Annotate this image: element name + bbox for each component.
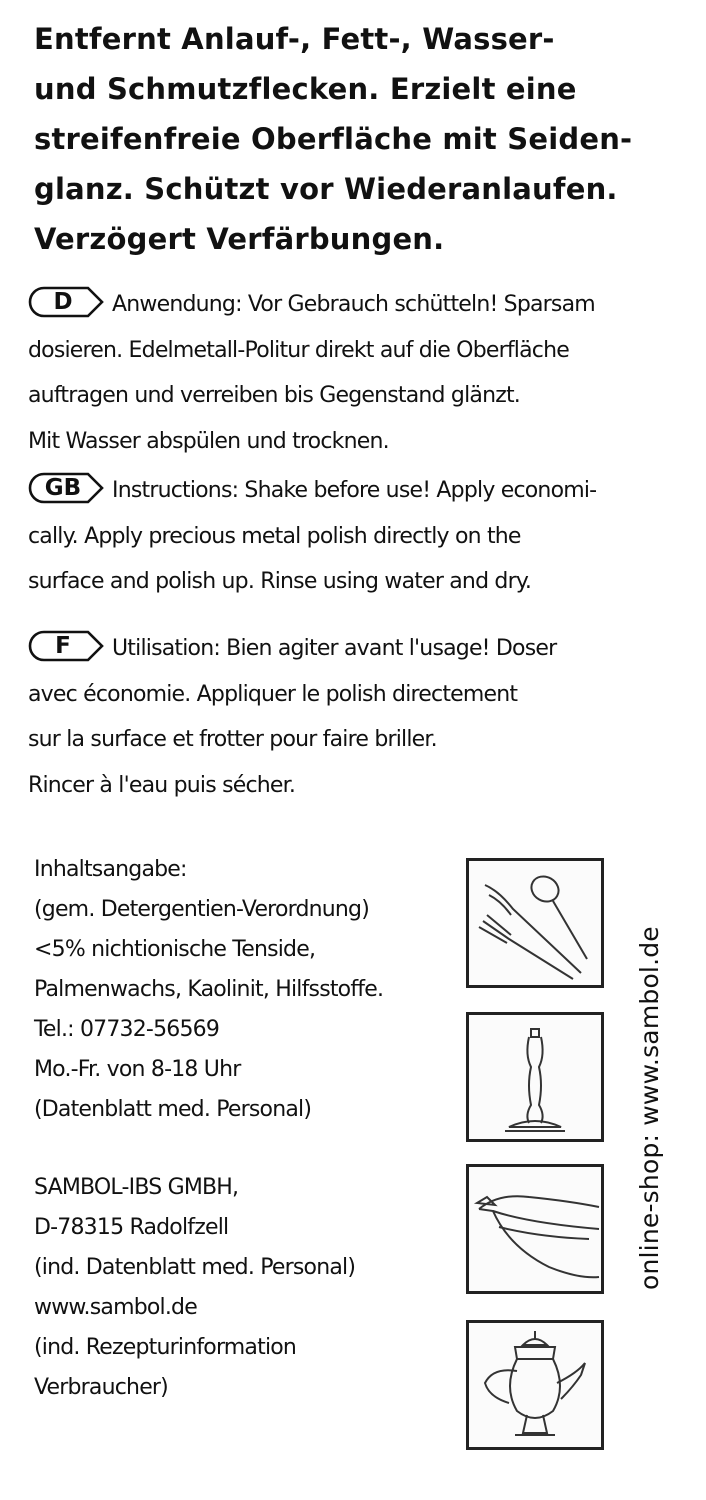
- bowl-icon: [466, 1164, 604, 1294]
- teapot-icon: [466, 1320, 604, 1450]
- online-shop-link[interactable]: online-shop: www.sambol.de: [635, 926, 664, 1290]
- ingredients-line: (Datenblatt med. Personal): [34, 1097, 312, 1122]
- instructions-line: Instructions: Shake before use! Apply economi-: [112, 478, 597, 503]
- office-hours: Mo.-Fr. von 8-18 Uhr: [34, 1057, 241, 1082]
- ingredients-line: Palmenwachs, Kaolinit, Hilfsstoffe.: [34, 977, 384, 1002]
- headline-line: und Schmutzflecken. Erzielt eine: [34, 72, 577, 106]
- headline-line: Verzögert Verfärbungen.: [34, 222, 445, 256]
- instructions-line: cally. Apply precious metal polish directly on the: [28, 523, 521, 549]
- language-badge-de: D: [28, 286, 104, 318]
- instructions-line: auftragen und verreiben bis Gegenstand glänzt.: [28, 383, 520, 408]
- instructions-line: dosieren. Edelmetall-Politur direkt auf die Oberfläche: [28, 337, 569, 363]
- product-description: [34, 14, 694, 264]
- company-line: (ind. Rezepturinformation: [34, 1335, 297, 1360]
- instructions-line: Mit Wasser abspülen und trocknen.: [28, 428, 389, 454]
- ingredients-line: <5% nichtionische Tenside,: [34, 937, 316, 962]
- headline-line: Entfernt Anlauf-, Fett-, Wasser-: [34, 22, 555, 56]
- company-website[interactable]: www.sambol.de: [34, 1295, 197, 1320]
- instructions-line: sur la surface et frotter pour faire briller.: [28, 727, 437, 752]
- ingredients-block: [34, 850, 454, 1130]
- instructions-line: avec économie. Appliquer le polish directement: [28, 681, 518, 707]
- company-block: [34, 1168, 454, 1408]
- instructions-de: [28, 282, 698, 464]
- headline-line: streifenfreie Oberfläche mit Seiden-: [34, 122, 633, 156]
- company-name: SAMBOL-IBS GMBH,: [34, 1175, 239, 1200]
- ingredients-line: (gem. Detergentien-Verordnung): [34, 897, 370, 922]
- instructions-line: Utilisation: Bien agiter avant l'usage! Doser: [112, 636, 557, 661]
- instructions-line: Anwendung: Vor Gebrauch schütteln! Sparsam: [112, 292, 595, 317]
- headline-line: glanz. Schützt vor Wiederanlaufen.: [34, 172, 618, 206]
- instructions-line: Rincer à l'eau puis sécher.: [28, 772, 296, 798]
- phone-number: Tel.: 07732-56569: [34, 1017, 220, 1042]
- ingredients-line: Inhaltsangabe:: [34, 857, 187, 882]
- language-badge-gb: GB: [28, 472, 104, 504]
- company-line: Verbraucher): [34, 1375, 168, 1400]
- instructions-line: surface and polish up. Rinse using water and dry.: [28, 569, 532, 594]
- language-badge-f: F: [28, 630, 104, 662]
- cutlery-icon: [466, 858, 604, 988]
- company-line: (ind. Datenblatt med. Personal): [34, 1255, 356, 1280]
- candlestick-icon: [466, 1012, 604, 1142]
- instructions-f: [28, 626, 698, 808]
- instructions-gb: [28, 468, 698, 605]
- company-address: D-78315 Radolfzell: [34, 1215, 229, 1240]
